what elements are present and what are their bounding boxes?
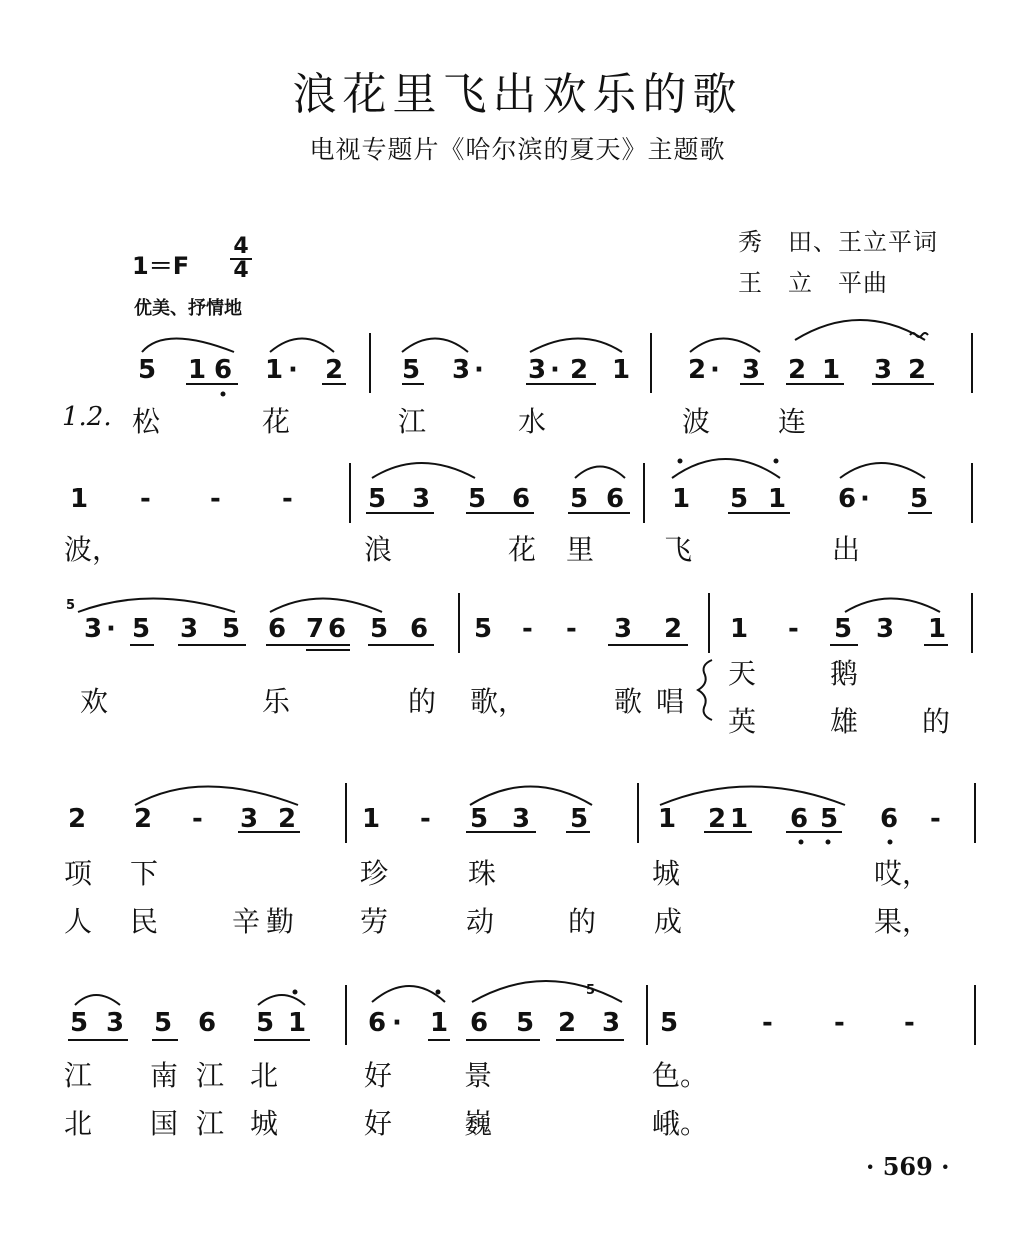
- note: 2: [788, 355, 807, 385]
- note: 1: [822, 355, 841, 385]
- note: 2: [664, 614, 683, 644]
- lyric-verse1: 天: [728, 657, 757, 690]
- lyric: 的: [408, 685, 437, 718]
- note: 2: [134, 804, 153, 834]
- lyric-verse1: 项: [64, 857, 93, 890]
- lyric-verse2: 成: [654, 905, 683, 938]
- note: 7: [306, 614, 325, 644]
- lyric: 歌，: [470, 685, 527, 718]
- note: 2: [708, 804, 727, 834]
- note: 6: [838, 484, 857, 514]
- note: 3: [742, 355, 761, 385]
- note: 3: [180, 614, 199, 644]
- dash: -: [930, 804, 941, 834]
- note: 5: [370, 614, 389, 644]
- note: 2: [278, 804, 297, 834]
- grace-note: 5: [66, 598, 76, 613]
- composer-credit: 王 立 平曲: [738, 269, 888, 297]
- lyric: 里: [566, 533, 595, 566]
- grace-note: 5: [586, 983, 596, 998]
- dot-rhythm: ·: [860, 484, 870, 514]
- lyric-verse2: 国: [150, 1107, 179, 1140]
- slur: [845, 599, 940, 613]
- dot-rhythm: ·: [106, 614, 116, 644]
- lyric-verse1: 好: [364, 1059, 393, 1092]
- slur: [78, 599, 235, 613]
- note: 6: [198, 1008, 217, 1038]
- note: 2: [688, 355, 707, 385]
- note: 1: [612, 355, 631, 385]
- lyric: 水: [518, 405, 547, 438]
- note: 6: [606, 484, 625, 514]
- high-octave-dot: [293, 990, 298, 995]
- note: 3: [614, 614, 633, 644]
- slur: [660, 787, 845, 806]
- lyric: 出: [832, 533, 861, 566]
- note: 6: [410, 614, 429, 644]
- note: 6: [512, 484, 531, 514]
- slur: [795, 320, 925, 340]
- note: 5: [402, 355, 421, 385]
- dash: -: [282, 484, 293, 514]
- note: 1: [658, 804, 677, 834]
- note: 1: [70, 484, 89, 514]
- lyric-verse1: 哎，: [874, 857, 931, 890]
- dot-rhythm: ·: [392, 1008, 402, 1038]
- note: 5: [834, 614, 853, 644]
- slur: [372, 463, 475, 478]
- note: 5: [470, 804, 489, 834]
- key-signature: 1＝F: [132, 252, 190, 280]
- note: 3: [528, 355, 547, 385]
- dot-rhythm: ·: [474, 355, 484, 385]
- lyric: 松: [132, 405, 161, 438]
- dash: -: [834, 1008, 845, 1038]
- slur: [840, 463, 925, 478]
- time-signature-top: 4: [233, 234, 249, 259]
- slur: [135, 787, 298, 806]
- note: 2: [908, 355, 927, 385]
- slur: [270, 339, 334, 353]
- low-octave-dot: [826, 840, 831, 845]
- low-octave-dot: [799, 840, 804, 845]
- lyric-verse2: 英: [728, 705, 757, 738]
- dash: -: [904, 1008, 915, 1038]
- dash: -: [788, 614, 799, 644]
- note: 1: [288, 1008, 307, 1038]
- slur: [258, 995, 305, 1005]
- note: 5: [516, 1008, 535, 1038]
- note: 1: [188, 355, 207, 385]
- lyric-verse1: 珠: [468, 857, 497, 890]
- note: 5: [70, 1008, 89, 1038]
- note: 3: [240, 804, 259, 834]
- note: 3: [452, 355, 471, 385]
- lyric-verse2: 江: [196, 1107, 225, 1140]
- note: 5: [910, 484, 929, 514]
- note: 5: [468, 484, 487, 514]
- note: 3: [84, 614, 103, 644]
- note: 6: [880, 804, 899, 834]
- note: 5: [368, 484, 387, 514]
- slur: [142, 339, 234, 353]
- note: 5: [570, 804, 589, 834]
- lyric-verse2: 民: [130, 905, 159, 938]
- lyric-verse2: 雄: [830, 705, 859, 738]
- note: 5: [820, 804, 839, 834]
- lyric: 飞: [664, 533, 693, 566]
- note: 1: [928, 614, 947, 644]
- slur: [75, 995, 120, 1005]
- dot-rhythm: ·: [710, 355, 720, 385]
- lyric-verse1: 江: [64, 1059, 93, 1092]
- dash: -: [140, 484, 151, 514]
- note: 1: [672, 484, 691, 514]
- dot-rhythm: ·: [288, 355, 298, 385]
- lyric-verse2: 的: [568, 905, 597, 938]
- tempo-marking: 优美、抒情地: [134, 298, 242, 319]
- note: 3: [106, 1008, 125, 1038]
- lyric-verse2: 辛: [232, 905, 261, 938]
- note: 3: [512, 804, 531, 834]
- note: 5: [132, 614, 151, 644]
- song-title: 浪花里飞出欢乐的歌: [292, 69, 743, 120]
- lyric: 花: [262, 405, 291, 438]
- note: 3: [874, 355, 893, 385]
- slur: [672, 459, 780, 478]
- note: 6: [368, 1008, 387, 1038]
- note: 1: [730, 614, 749, 644]
- song-subtitle: 电视专题片《哈尔滨的夏天》主题歌: [309, 135, 726, 164]
- lyric: 唱: [656, 685, 685, 718]
- lyric-verse2: 城: [250, 1107, 279, 1140]
- low-octave-dot: [888, 840, 893, 845]
- note: 2: [325, 355, 344, 385]
- note: 6: [470, 1008, 489, 1038]
- lyric: 花: [508, 533, 537, 566]
- time-signature-bottom: 4: [233, 258, 249, 283]
- slur: [575, 467, 625, 479]
- lyric-verse2: 好: [364, 1107, 393, 1140]
- dash: -: [762, 1008, 773, 1038]
- note: 3: [412, 484, 431, 514]
- lyric: 浪: [364, 533, 393, 566]
- lyric-verse1: 城: [652, 857, 681, 890]
- lyric-verse1: 珍: [360, 857, 389, 890]
- dash: -: [192, 804, 203, 834]
- slur: [270, 599, 382, 613]
- note: 1: [730, 804, 749, 834]
- note: 1: [362, 804, 381, 834]
- note: 5: [660, 1008, 679, 1038]
- note: 6: [214, 355, 233, 385]
- note: 1: [768, 484, 787, 514]
- note: 5: [730, 484, 749, 514]
- lyric-verse2: 果，: [874, 905, 931, 938]
- slur: [690, 339, 760, 353]
- lyric-verse1: 色。: [652, 1059, 709, 1092]
- note: 5: [154, 1008, 173, 1038]
- verse-label: 1.2.: [62, 402, 112, 432]
- low-octave-dot: [221, 392, 226, 397]
- dot-rhythm: ·: [550, 355, 560, 385]
- note: 3: [602, 1008, 621, 1038]
- note: 5: [256, 1008, 275, 1038]
- slur: [372, 986, 445, 1002]
- lyric-verse2: 巍: [464, 1107, 493, 1140]
- lyric-verse1: 鹅: [830, 657, 859, 690]
- lyric: 乐: [262, 685, 291, 718]
- note: 2: [68, 804, 87, 834]
- verse-brace: [698, 660, 712, 720]
- lyric-verse2: 人: [64, 905, 93, 938]
- slur: [472, 981, 622, 1002]
- note: 5: [138, 355, 157, 385]
- lyric: 波，: [64, 533, 121, 566]
- lyric-verse2: 的: [922, 705, 951, 738]
- lyric: 波: [682, 405, 711, 438]
- dash: -: [522, 614, 533, 644]
- note: 5: [222, 614, 241, 644]
- note: 1: [265, 355, 284, 385]
- lyric-verse2: 勤: [266, 905, 295, 938]
- note: 6: [790, 804, 809, 834]
- note: 6: [328, 614, 347, 644]
- note: 2: [558, 1008, 577, 1038]
- dash: -: [566, 614, 577, 644]
- dash: -: [420, 804, 431, 834]
- lyric: 连: [778, 405, 807, 438]
- note: 5: [570, 484, 589, 514]
- note: 6: [268, 614, 287, 644]
- high-octave-dot: [774, 459, 779, 464]
- lyric: 歌: [614, 685, 643, 718]
- note: 1: [430, 1008, 449, 1038]
- ornament-mark: [910, 333, 928, 337]
- lyric: 江: [398, 405, 427, 438]
- lyric-verse1: 景: [464, 1059, 493, 1092]
- lyric-verse1: 北: [250, 1059, 279, 1092]
- page-number: · 569 ·: [866, 1152, 950, 1181]
- dash: -: [210, 484, 221, 514]
- slur: [470, 787, 592, 806]
- note: 3: [876, 614, 895, 644]
- slur: [530, 339, 622, 353]
- lyric-verse2: 峨。: [652, 1107, 709, 1140]
- lyric-verse2: 劳: [360, 905, 389, 938]
- high-octave-dot: [436, 990, 441, 995]
- lyric: 欢: [80, 685, 109, 718]
- note: 5: [474, 614, 493, 644]
- slur: [402, 339, 468, 353]
- lyric-verse1: 下: [130, 857, 159, 890]
- high-octave-dot: [678, 459, 683, 464]
- lyric-verse2: 北: [64, 1107, 93, 1140]
- note: 2: [570, 355, 589, 385]
- lyricist-credit: 秀 田、王立平词: [738, 228, 938, 256]
- lyric-verse1: 南: [150, 1059, 179, 1092]
- lyric-verse1: 江: [196, 1059, 225, 1092]
- lyric-verse2: 动: [466, 905, 495, 938]
